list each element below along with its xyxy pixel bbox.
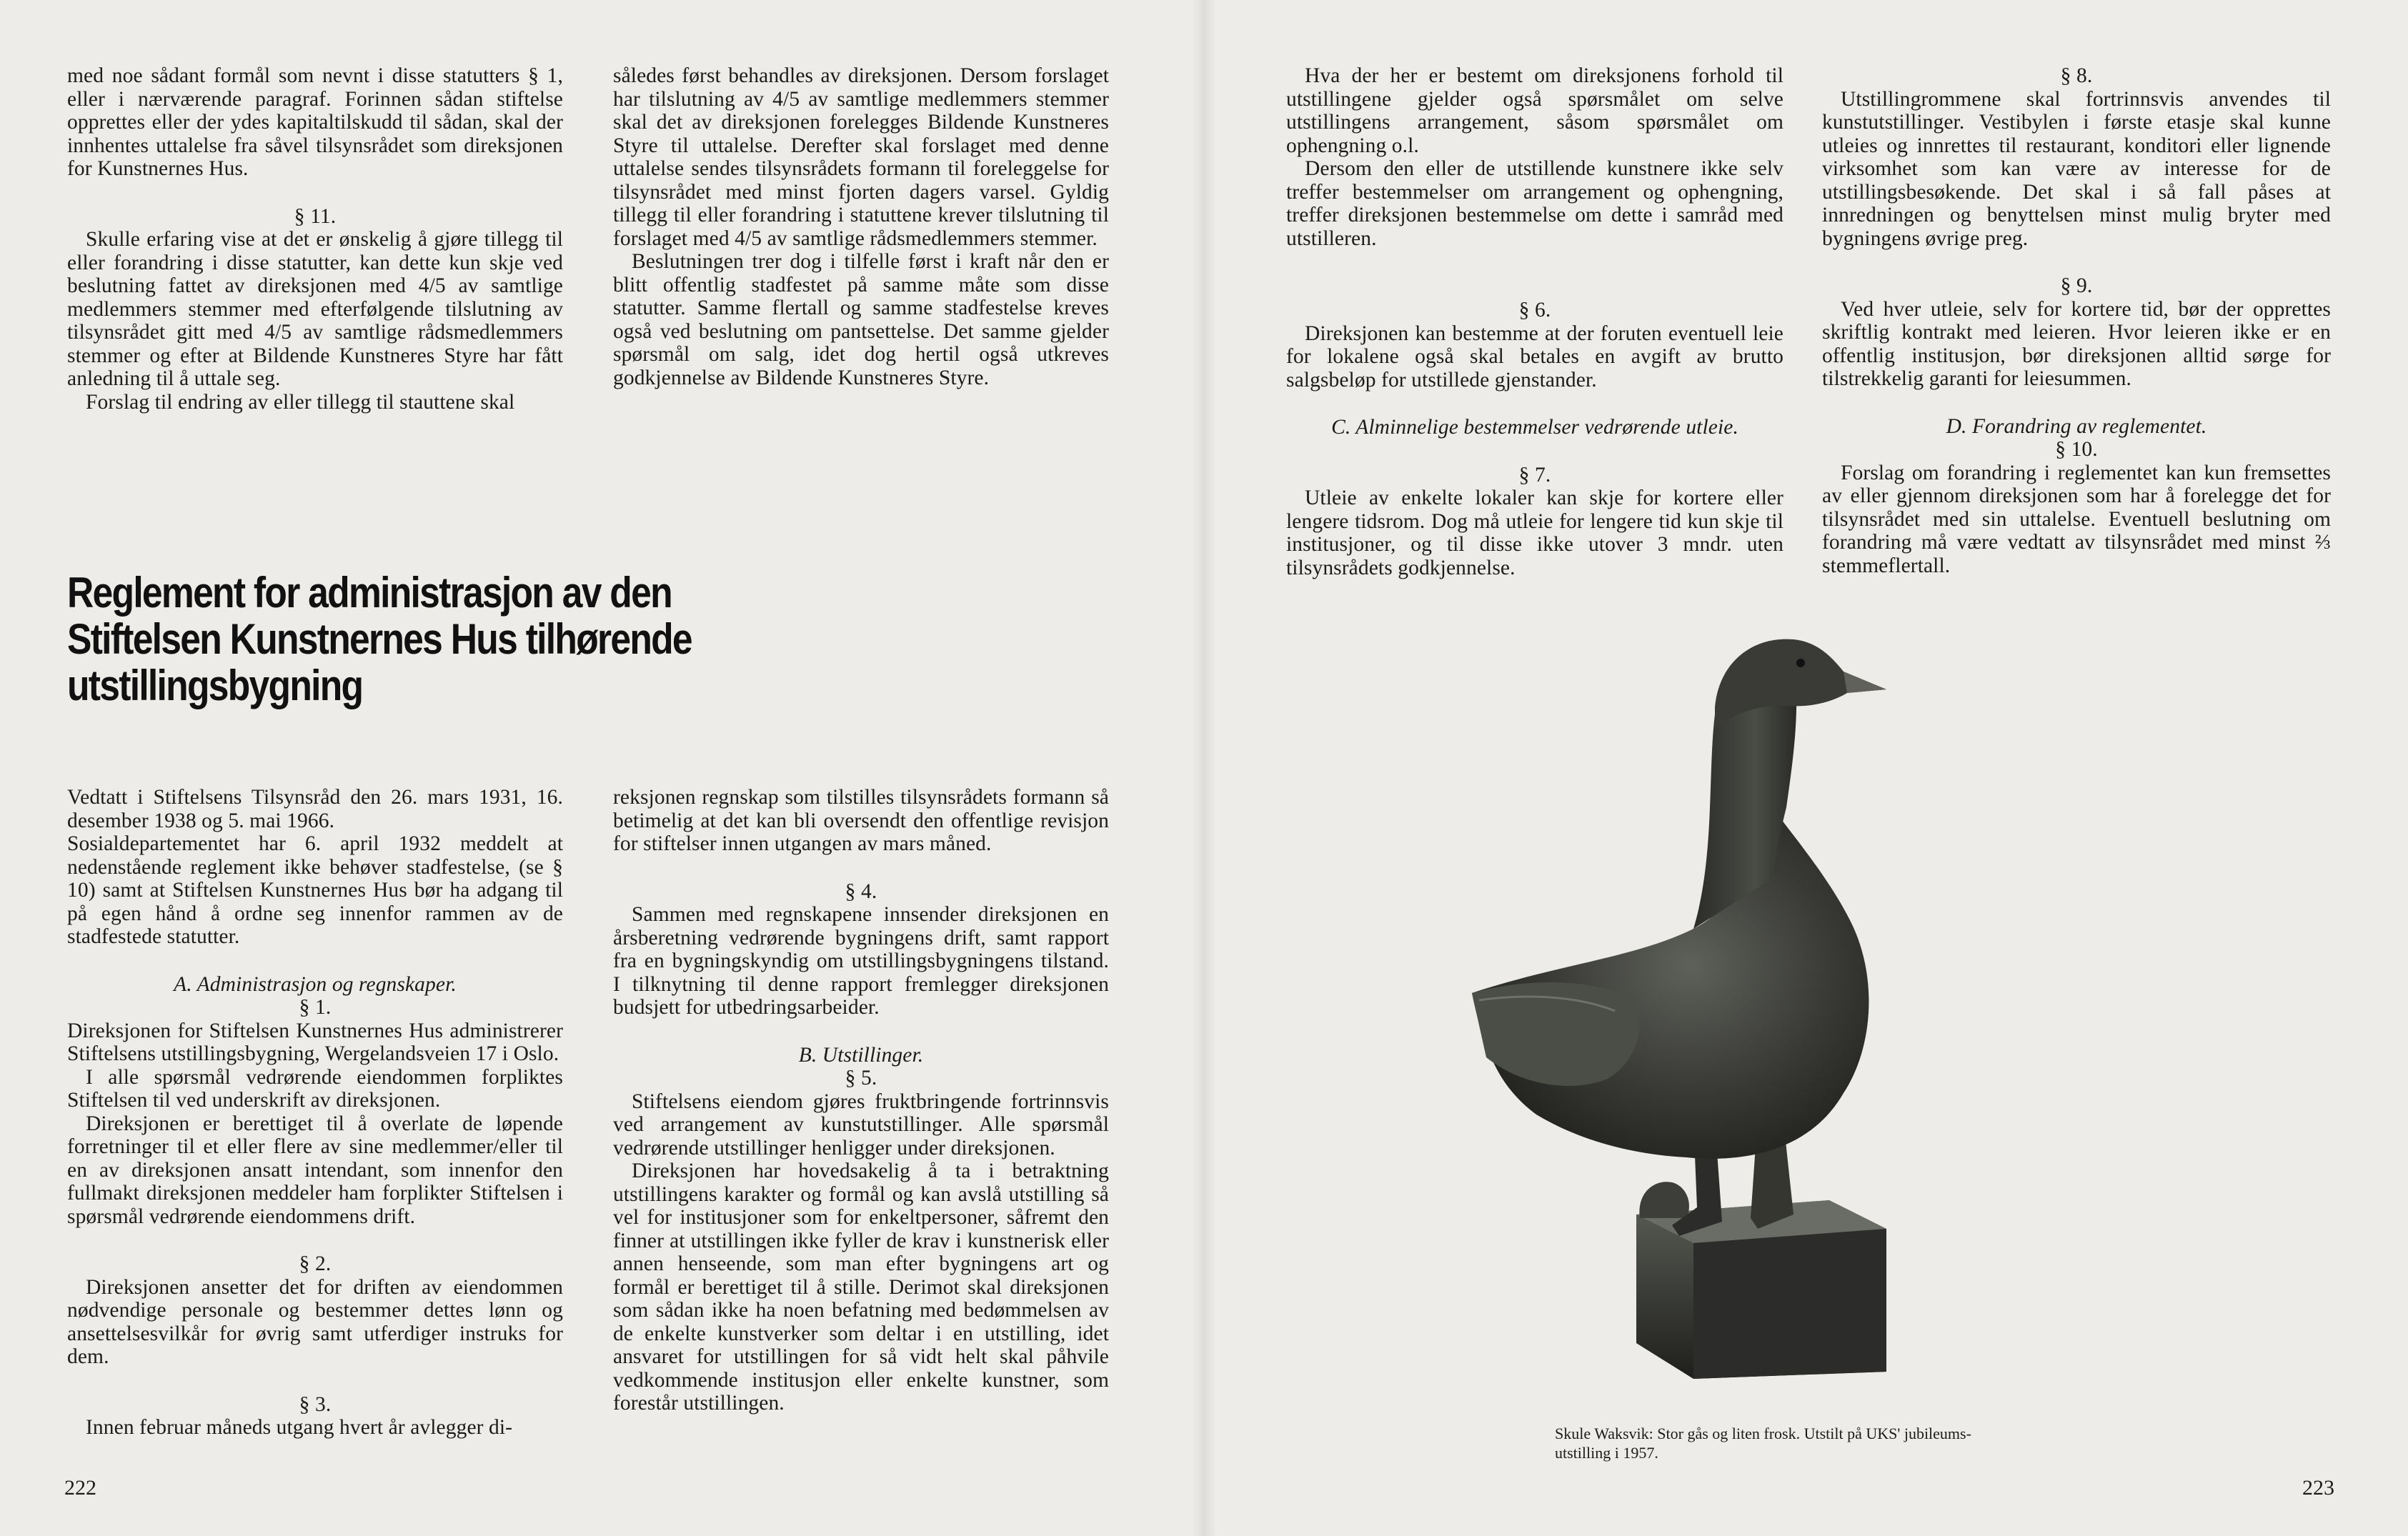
- photo-caption: [1555, 1424, 2069, 1462]
- paragraph: Direksjonen har hovedsakelig å ta i betraktning utstillingens karakter og formål og kan avslå utstilling så vel for institusjoner som for enkeltpersoner, såfremt den finner at utstillingen ikke fyller de krav i kunstnerisk eller annen henseende, som man efter bygningens art og formål er berettiget til å stille. Derimot skal direksjonen som sådan ikke ha noen befatning med bedømmelsen av de enkelte kunstverker som deltar i en utstilling, idet ansvaret for utstillingen for så vidt helt skal påhvile vedkommende institusjon eller enkelte kunstner, som forestår utstillingen.: [613, 1160, 1109, 1415]
- paragraph: Direksjonen ansetter det for driften av eiendommen nødvendige personale og bestemmer dettes lønn og ansettelsesvilkår for øvrig samt utferdiger instruks for dem.: [67, 1275, 563, 1368]
- paragraph: Direksjonen er berettiget til å overlate de løpende forretninger til et eller flere av sine medlemmer/eller til en av direksjonen ansatt intendant, som innenfor den fullmakt direksjonen meddeler ham forplikter Stiftelsen i spørsmål vedrørende eiendommens drift.: [67, 1112, 563, 1228]
- section-number: § 2.: [299, 1252, 332, 1275]
- paragraph: reksjonen regnskap som tilstilles tilsynsrådets formann så betimelig at det kan bli oversendt den offentlige revisjon for stiftelser innen utgangen av mars måned.: [613, 786, 1109, 855]
- section-number: § 1.: [299, 996, 332, 1019]
- paragraph: Ved hver utleie, selv for kortere tid, bør der opprettes skriftlig kontrakt med leieren. Hvor leieren ikke er en offentlig institusjon, bør direksjonen alltid sørge for tilstrekkelig garanti for leiesummen.: [1822, 297, 2331, 390]
- paragraph: Dersom den eller de utstillende kunstnere ikke selv treffer bestemmelser om arrangement og ophengning, treffer direksjonen bestemmelse om dette i samråd med utstilleren.: [1286, 157, 1783, 250]
- paragraph: Vedtatt i Stiftelsens Tilsynsråd den 26. mars 1931, 16. desember 1938 og 5. mai 1966.: [67, 786, 563, 832]
- paragraph: Beslutningen trer dog i tilfelle først i kraft når den er blitt offentlig stadfestet på samme måte som disse statutter. Samme flertall og samme stadfestelse kreves også ved beslutning om pantsettelse. Det samme gjelder spørsmål om salg, idet dog hertil også utkreves godkjennelse av Bildende Kunstneres Styre.: [613, 250, 1109, 389]
- section-number: § 9.: [2060, 274, 2093, 297]
- goose-sculpture-photo: [1458, 622, 2086, 1400]
- subsection-heading: A. Administrasjon og regnskaper.: [174, 972, 457, 996]
- paragraph: således først behandles av direksjonen. Dersom forslaget har tilslutning av 4/5 av samtlige medlemmers stemmer skal det av direksjonen forelegges Bildende Kunstneres Styre til uttalelse. Derefter skal forslaget med denne uttalelse sendes tilsynsrådets formann til foreleggelse for tilsynsrådet med minst fjorten dagers varsel. Gyldig tillegg til eller forandring i statuttene krever tilslutning til forslaget med 4/5 av samtlige rådsmedlemmers stemmer.: [613, 64, 1109, 250]
- subsection-heading: C. Alminnelige bestemmelser vedrørende utleie.: [1331, 416, 1738, 439]
- section-number: § 4.: [845, 879, 877, 903]
- heading-line: Stiftelsen Kunstnernes Hus tilhørende: [67, 615, 692, 663]
- paragraph: Forslag til endring av eller tillegg til stauttene skal: [86, 390, 515, 414]
- caption-line: Skule Waksvik: Stor gås og liten frosk. Utstilt på UKS' jubileums-: [1555, 1425, 1971, 1442]
- section-number: § 6.: [1518, 299, 1551, 321]
- heading-line: Reglement for administrasjon av den: [67, 569, 672, 617]
- right-col3: [1286, 64, 1783, 579]
- section-number: § 10.: [2055, 438, 2098, 461]
- paragraph: Utstillingrommene skal fortrinnsvis anvendes til kunstutstillinger. Vestibylen i første etasje skal kunne utleies og innrettes til restaurant, konditori eller lignende virksomhet som kan være av interesse for de utstillingsbesøkende. Det skal i så fall påses at innredningen og benyttelsen minst mulig bryter med bygningens øvrige preg.: [1822, 87, 2331, 250]
- paragraph: I alle spørsmål vedrørende eiendommen forpliktes Stiftelsen til ved underskrift av direksjonen.: [67, 1065, 563, 1112]
- paragraph: Innen februar måneds utgang hvert år avlegger di-: [86, 1416, 513, 1439]
- right-col4: [1822, 64, 2331, 577]
- left-col2-bottom: [613, 786, 1109, 1415]
- subsection-heading: B. Utstillinger.: [798, 1043, 924, 1067]
- paragraph: Direksjonen kan bestemme at der foruten eventuell leie for lokalene også skal betales en avgift av brutto salgsbeløp for utstillede gjenstander.: [1286, 321, 1783, 392]
- paragraph: med noe sådant formål som nevnt i disse statutters § 1, eller i nærværende paragraf. Forinnen sådan stiftelse opprettes eller der ydes kapitaltilskudd til sådan, skal der innhentes uttalelse fra såvel tilsynsrådet som direksjonen for Kunstnernes Hus.: [67, 64, 563, 180]
- page-number-right: 223: [2302, 1476, 2334, 1500]
- left-col2-top: [613, 64, 1109, 389]
- paragraph: Skulle erfaring vise at det er ønskelig å gjøre tillegg til eller forandring i disse statutter, kan dette kun skje ved beslutning fattet av direksjonen med 4/5 av samtlige medlemmers stemmer med efterfølgende tilslutning av tilsynsrådet gitt med 4/5 av samtlige rådsmedlemmers stemmer og efter at Bildende Kunstneres Styre har fått anledning til å uttale seg.: [67, 228, 563, 390]
- page-number-left: 222: [64, 1476, 96, 1500]
- left-col1-top: [67, 64, 563, 414]
- left-col1-bottom: [67, 786, 563, 1440]
- paragraph: Stiftelsens eiendom gjøres fruktbringende fortrinnsvis ved arrangement av kunstutstillinger. Alle spørsmål vedrørende utstillinger henligger under direksjonen.: [613, 1089, 1109, 1160]
- section-number: § 7.: [1518, 463, 1551, 487]
- page-gutter: [1192, 0, 1216, 1536]
- section-number: § 8.: [2060, 64, 2093, 87]
- section-number: § 3.: [299, 1392, 332, 1416]
- section-number: § 11.: [294, 204, 337, 228]
- heading-line: utstillingsbygning: [67, 662, 363, 709]
- paragraph: Direksjonen for Stiftelsen Kunstnernes Hus administrerer Stiftelsens utstillingsbygning, Wergelandsveien 17 i Oslo.: [67, 1019, 563, 1065]
- subsection-heading: D. Forandring av reglementet.: [1946, 414, 2207, 438]
- caption-line: utstilling i 1957.: [1555, 1444, 1658, 1462]
- section-number: § 5.: [845, 1067, 877, 1089]
- paragraph: Sammen med regnskapene innsender direksjonen en årsberetning vedrørende bygningens drift, samt rapport fra en bygningskyndig om utstillingsbygningens tilstand. I tilknytning til denne rapport fremlegger direksjonen budsjett for utbedringsarbeider.: [613, 903, 1109, 1019]
- document-heading: [67, 569, 755, 709]
- paragraph: Utleie av enkelte lokaler kan skje for kortere eller lengere tidsrom. Dog må utleie for lengere tid kun skje til institusjoner, og til disse ikke utover 3 mndr. uten tilsynsrådets godkjennelse.: [1286, 487, 1783, 579]
- paragraph: Hva der her er bestemt om direksjonens forhold til utstillingene gjelder også spørsmålet om selve utstillingens arrangement, såsom spørsmålet om ophengning o.l.: [1286, 64, 1783, 157]
- paragraph: Forslag om forandring i reglementet kan kun fremsettes av eller gjennom direksjonen som har å forelegge det for tilsynsrådet med sin uttalelse. Eventuell beslutning om forandring må være vedtatt av tilsynsrådet med minst ⅔ stemmeflertall.: [1822, 461, 2331, 577]
- paragraph: Sosialdepartementet har 6. april 1932 meddelt at nedenstående reglement ikke behøver stadfestelse, (se § 10) samt at Stiftelsen Kunstnernes Hus bør ha adgang til på egen hånd å ordne seg innenfor rammen av de stadfestede statutter.: [67, 832, 563, 948]
